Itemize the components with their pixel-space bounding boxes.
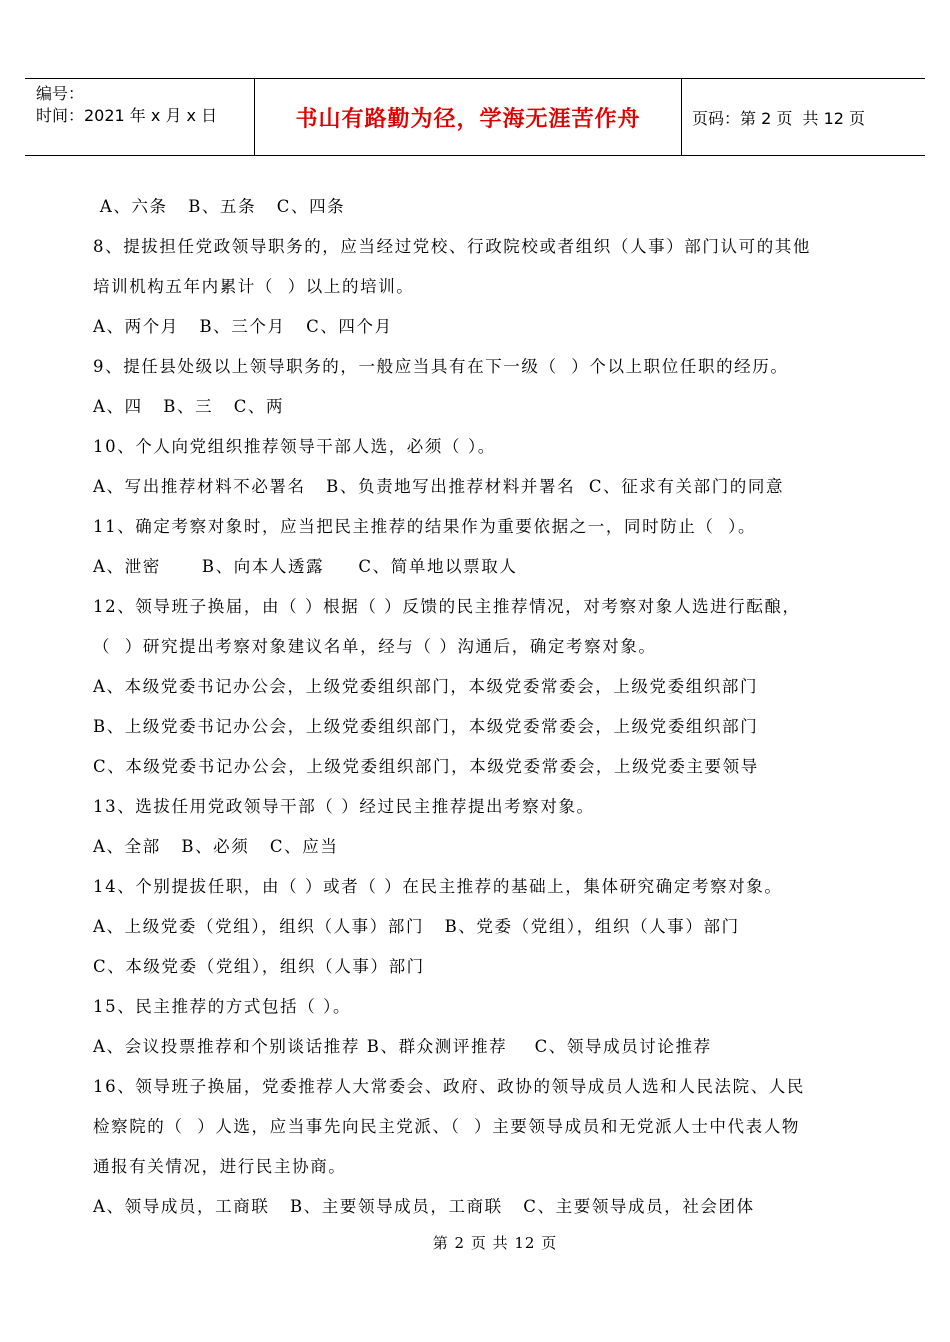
text-line: 12、领导班子换届，由（ ）根据（ ）反馈的民主推荐情况，对考察对象人选进行酝酿， — [93, 597, 801, 616]
text-line: A、本级党委书记办公会，上级党委组织部门，本级党委常委会，上级党委组织部门 — [93, 677, 759, 696]
text-line: A、上级党委（党组），组织（人事）部门 B、党委（党组），组织（人事）部门 — [93, 917, 740, 936]
document-number: 编号： — [36, 84, 85, 103]
text-line: A、会议投票推荐和个别谈话推荐 B、群众测评推荐 C、领导成员讨论推荐 — [93, 1037, 712, 1056]
header-meta — [25, 79, 255, 155]
text-line: A、泄密 B、向本人透露 C、简单地以票取人 — [93, 557, 518, 576]
text-line: A、两个月 B、三个月 C、四个月 — [93, 317, 393, 336]
text-line: A、领导成员，工商联 B、主要领导成员，工商联 C、主要领导成员，社会团体 — [93, 1197, 755, 1216]
text-line: 9、提任县处级以上领导职务的，一般应当具有在下一级（ ）个以上职位任职的经历。 — [93, 357, 789, 376]
document-time: 时间：2021 年 x 月 x 日 — [36, 106, 218, 125]
text-line: 10、个人向党组织推荐领导干部人选，必须（ ）。 — [93, 437, 496, 456]
text-line: 培训机构五年内累计（ ）以上的培训。 — [93, 277, 415, 296]
text-line: A、四 B、三 C、两 — [93, 397, 285, 416]
text-line: A、全部 B、必须 C、应当 — [93, 837, 339, 856]
page-footer: 第 2 页 共 12 页 — [432, 1234, 558, 1252]
text-line: A、写出推荐材料不必署名 B、负责地写出推荐材料并署名 C、征求有关部门的同意 — [93, 477, 785, 496]
header-page-number: 页码：第 2 页 共 12 页 — [692, 108, 866, 128]
text-line: C、本级党委（党组），组织（人事）部门 — [93, 957, 425, 976]
text-line: （ ）研究提出考察对象建议名单，经与（ ）沟通后，确定考察对象。 — [93, 637, 657, 656]
text-line: C、本级党委书记办公会，上级党委组织部门，本级党委常委会，上级党委主要领导 — [93, 757, 759, 776]
text-line: 15、民主推荐的方式包括（ ）。 — [93, 997, 352, 1016]
text-line: B、上级党委书记办公会，上级党委组织部门，本级党委常委会，上级党委组织部门 — [93, 717, 759, 736]
page-header — [25, 78, 925, 156]
text-line: 8、提拔担任党政领导职务的，应当经过党校、行政院校或者组织（人事）部门认可的其他 — [93, 237, 811, 256]
text-line: 检察院的（ ）人选，应当事先向民主党派、（ ）主要领导成员和无党派人士中代表人物 — [93, 1117, 800, 1136]
text-line: 11、确定考察对象时，应当把民主推荐的结果作为重要依据之一，同时防止（ ）。 — [93, 517, 757, 536]
text-line: 通报有关情况，进行民主协商。 — [93, 1157, 347, 1176]
text-line: 13、选拔任用党政领导干部（ ）经过民主推荐提出考察对象。 — [93, 797, 595, 816]
text-line: 14、个别提拔任职，由（ ）或者（ ）在民主推荐的基础上，集体研究确定考察对象。 — [93, 877, 783, 896]
text-line: A、六条 B、五条 C、四条 — [93, 197, 346, 216]
text-line: 16、领导班子换届，党委推荐人大常委会、政府、政协的领导成员人选和人民法院、人民 — [93, 1077, 805, 1096]
header-slogan: 书山有路勤为径，学海无涯苦作舟 — [255, 79, 682, 155]
